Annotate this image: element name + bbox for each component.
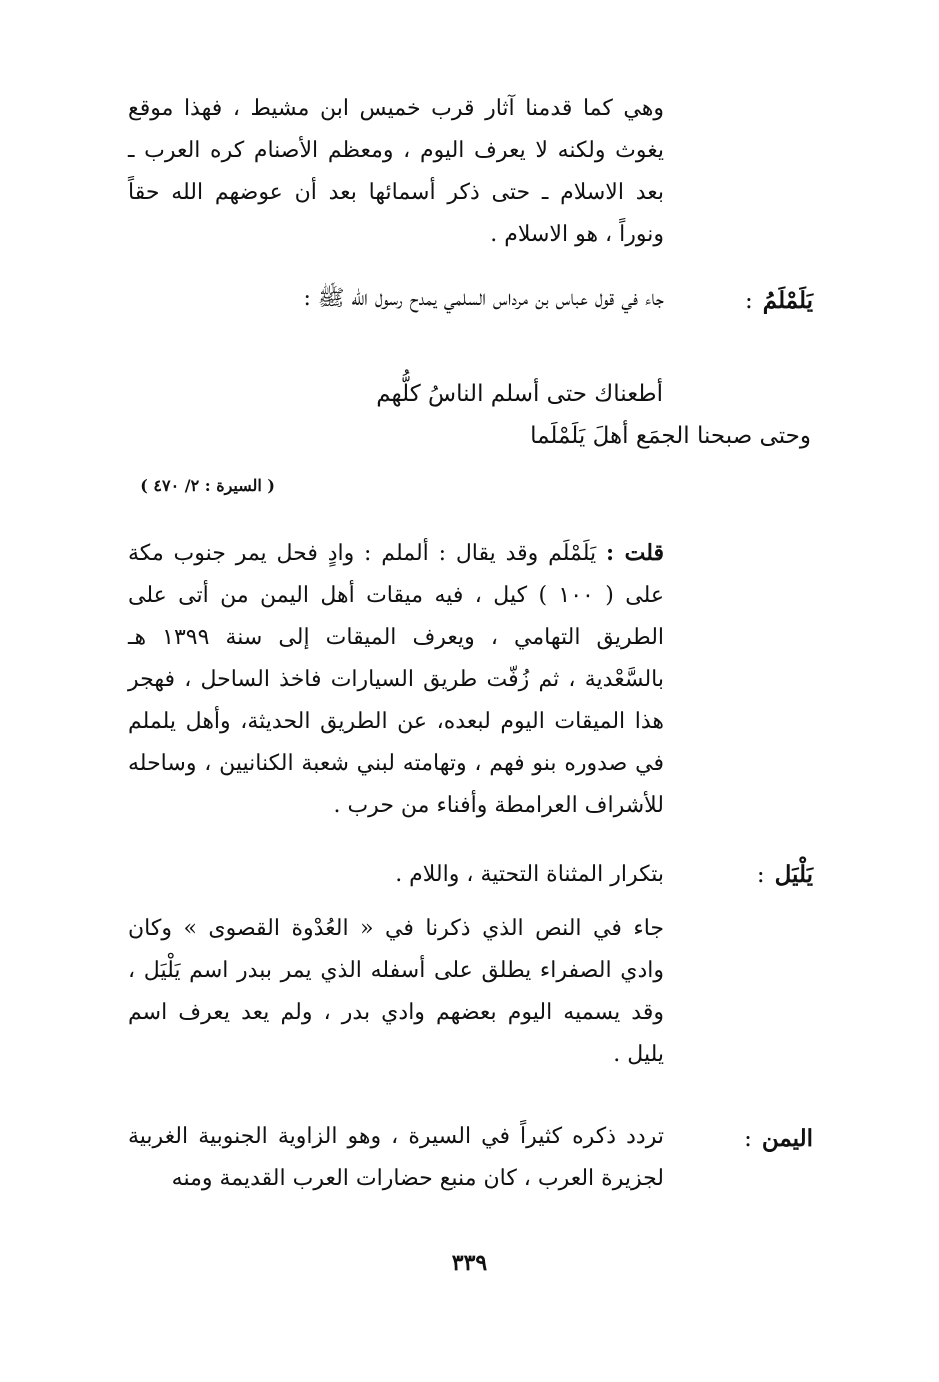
poem-verse-2: وحتى صبحنا الجمَع أهلَ يَلَمْلَما — [530, 423, 811, 449]
entry-text-yalamlam: جاء في قول عباس بن مرداس السلمي يمدح رسول الله ﷺ : — [303, 286, 664, 311]
note-label: قلت : — [605, 540, 664, 566]
entry-text-yalyal: بتكرار المثناة التحتية ، واللام . — [395, 862, 664, 887]
note-text: يَلَمْلَم وقد يقال : ألملم : وادٍ فحل يمر جنوب مكة على ( ١٠٠ ) كيل ، فيه ميقات أهل اليمن من أتى على الطريق التهامي ، ويعرف الميقات إلى سنة ١٣٩٩ هـ بالسَّعْدية ، ثم زُفّت طريق السيارات فاخذ الساحل ، فهجر هذا الميقات اليوم لبعده، عن الطريق الحديثة، وأهل يلملم في صدوره بنو فهم ، وتهامته لبني شعبة الكنانيين ، وساحله للأشراف العرامطة وأفناء من حرب . — [128, 541, 665, 818]
term-colon: : — [756, 862, 765, 888]
term-colon: : — [745, 288, 753, 314]
term-label: يَلْيَل — [774, 861, 813, 888]
page-number: ٣٣٩ — [451, 1250, 488, 1276]
term-label: اليمن — [761, 1125, 813, 1152]
entry-term-yemen — [718, 1118, 813, 1160]
intro-paragraph: وهي كما قدمنا آثار قرب خميس ابن مشيط ، فهذا موقع يغوث ولكنه لا يعرف اليوم ، ومعظم الأصنام كره العرب ـ بعد الاسلام ـ حتى ذكر أسمائها بعد أن عوضهم الله حقاً ونوراً ، هو الاسلام . — [128, 96, 664, 247]
note-paragraph — [128, 532, 664, 827]
entry-term-yalyal — [718, 854, 813, 896]
entry-text-yemen: تردد ذكره كثيراً في السيرة ، وهو الزاوية الجنوبية الغربية لجزيرة العرب ، كان منبع حضارات العرب القديمة ومنه — [128, 1124, 664, 1191]
yalyal-paragraph: جاء في النص الذي ذكرنا في « العُدْوة القصوى » وكان وادي الصفراء يطلق على أسفله الذي يمر ببدر اسم يَلْيَل ، وقد يسميه اليوم بعضهم وادي بدر ، ولم يعد يعرف اسم يليل . — [128, 916, 664, 1067]
entry-term-yalamlam — [718, 280, 813, 322]
poem-verse-1: أطعناك حتى أسلم الناسُ كلُّهم — [376, 381, 663, 407]
term-colon: : — [744, 1126, 752, 1152]
citation: ( السيرة : ٢/ ٤٧٠ ) — [140, 476, 275, 495]
term-label: يَلَمْلَمُ — [762, 287, 813, 314]
